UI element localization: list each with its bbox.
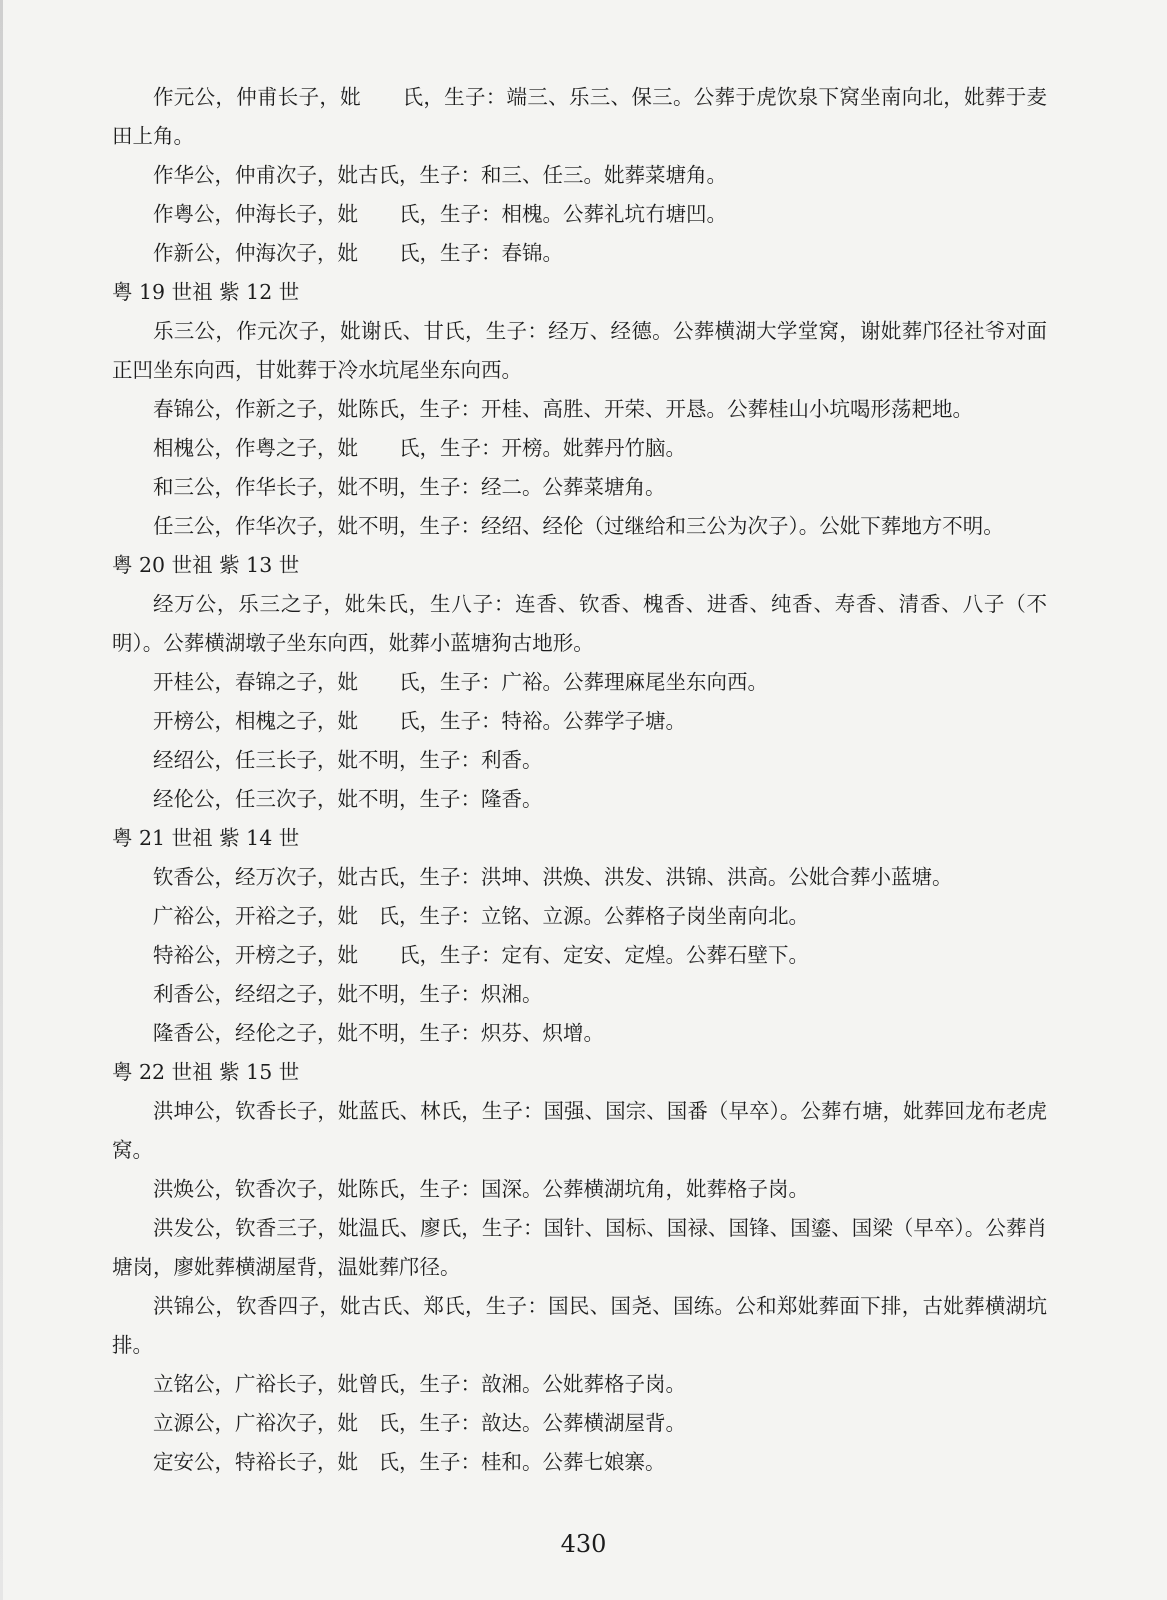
generation-heading: 粤 22 世祖 紫 15 世 [112, 1060, 300, 1084]
genealogy-entry: 隆香公，经伦之子，妣不明，生子：炽芬、炽增。 [153, 1021, 604, 1045]
genealogy-entry: 春锦公，作新之子，妣陈氏，生子：开桂、高胜、开荣、开恳。公葬桂山小坑喝形荡耙地。 [153, 397, 973, 421]
generation-heading: 粤 21 世祖 紫 14 世 [112, 826, 300, 850]
genealogy-entry: 洪焕公，钦香次子，妣陈氏，生子：国深。公葬横湖坑角，妣葬格子岗。 [153, 1177, 809, 1201]
genealogy-entry: 洪发公，钦香三子，妣温氏、廖氏，生子：国针、国标、国禄、国锋、国鎏、国梁（早卒）。公葬肖塘岗，廖妣葬横湖屋背，温妣葬邝径。 [112, 1216, 1047, 1279]
genealogy-entry: 开榜公，相槐之子，妣 氏，生子：特裕。公葬学子塘。 [153, 709, 686, 733]
page-number: 430 [560, 1530, 607, 1558]
genealogy-entry: 经伦公，任三次子，妣不明，生子：隆香。 [153, 787, 543, 811]
genealogy-entry: 洪坤公，钦香长子，妣蓝氏、林氏，生子：国强、国宗、国番（早卒）。公葬冇塘，妣葬回龙布老虎窝。 [112, 1099, 1047, 1162]
genealogy-entry: 洪锦公，钦香四子，妣古氏、郑氏，生子：国民、国尧、国练。公和郑妣葬面下排，古妣葬横湖坑排。 [112, 1294, 1047, 1357]
genealogy-entry: 乐三公，作元次子，妣谢氏、甘氏，生子：经万、经德。公葬横湖大学堂窝，谢妣葬邝径社爷对面正凹坐东向西，甘妣葬于冷水坑尾坐东向西。 [112, 319, 1047, 382]
genealogy-entry: 和三公，作华长子，妣不明，生子：经二。公葬菜塘角。 [153, 475, 666, 499]
genealogy-entry: 特裕公，开榜之子，妣 氏，生子：定有、定安、定煌。公葬石壁下。 [153, 943, 809, 967]
genealogy-entry: 经万公，乐三之子，妣朱氏，生八子：连香、钦香、槐香、进香、纯香、寿香、清香、八子（不明）。公葬横湖墩子坐东向西，妣葬小蓝塘狗古地形。 [112, 592, 1047, 655]
genealogy-entry: 立铭公，广裕长子，妣曾氏，生子：敨湘。公妣葬格子岗。 [153, 1372, 686, 1396]
generation-heading: 粤 20 世祖 紫 13 世 [112, 553, 300, 577]
genealogy-entry: 立源公，广裕次子，妣 氏，生子：敨达。公葬横湖屋背。 [153, 1411, 686, 1435]
generation-heading: 粤 19 世祖 紫 12 世 [112, 280, 300, 304]
genealogy-text-body [112, 78, 1047, 1482]
genealogy-entry: 作粤公，仲海长子，妣 氏，生子：相槐。公葬礼坑冇塘凹。 [153, 202, 727, 226]
genealogy-entry: 经绍公，任三长子，妣不明，生子：利香。 [153, 748, 543, 772]
genealogy-entry: 钦香公，经万次子，妣古氏，生子：洪坤、洪焕、洪发、洪锦、洪高。公妣合葬小蓝塘。 [153, 865, 953, 889]
page-edge-shadow [0, 0, 3, 1600]
genealogy-entry: 作元公，仲甫长子，妣 氏，生子：端三、乐三、保三。公葬于虎饮泉下窝坐南向北，妣葬于麦田上角。 [112, 85, 1047, 148]
genealogy-entry: 作新公，仲海次子，妣 氏，生子：春锦。 [153, 241, 563, 265]
genealogy-entry: 作华公，仲甫次子，妣古氏，生子：和三、任三。妣葬菜塘角。 [153, 163, 727, 187]
genealogy-entry: 任三公，作华次子，妣不明，生子：经绍、经伦（过继给和三公为次子）。公妣下葬地方不明。 [153, 514, 1004, 538]
genealogy-entry: 广裕公，开裕之子，妣 氏，生子：立铭、立源。公葬格子岗坐南向北。 [153, 904, 809, 928]
genealogy-entry: 相槐公，作粤之子，妣 氏，生子：开榜。妣葬丹竹脑。 [153, 436, 686, 460]
genealogy-entry: 定安公，特裕长子，妣 氏，生子：桂和。公葬七娘寨。 [153, 1450, 666, 1474]
genealogy-entry: 开桂公，春锦之子，妣 氏，生子：广裕。公葬理麻尾坐东向西。 [153, 670, 768, 694]
genealogy-entry: 利香公，经绍之子，妣不明，生子：炽湘。 [153, 982, 543, 1006]
